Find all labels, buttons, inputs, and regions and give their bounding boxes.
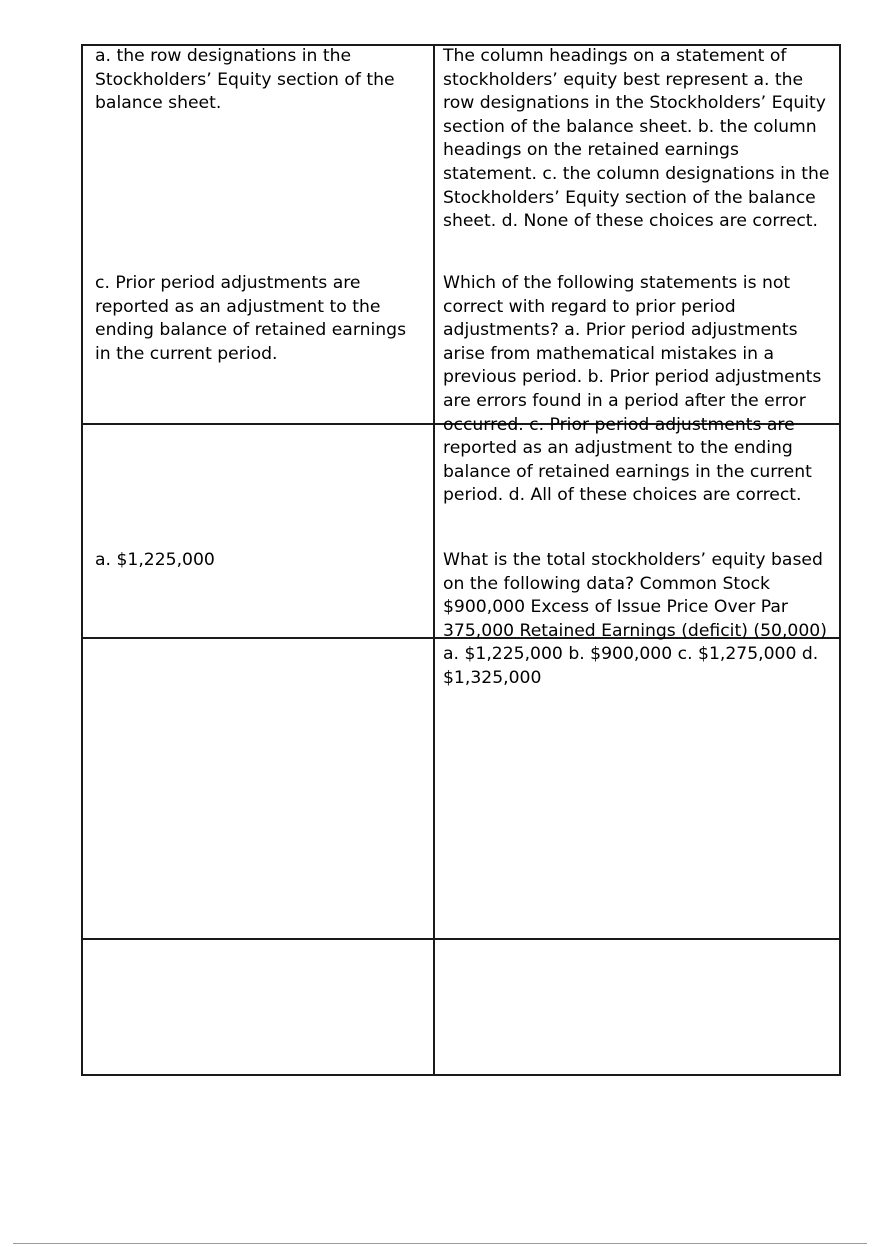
table-bottom-border <box>81 1074 841 1076</box>
table-column-divider <box>433 44 435 1076</box>
table-right-border <box>839 44 841 1076</box>
answer-cell-text: a. $1,225,000 <box>95 550 215 570</box>
question-cell-text: What is the total stockholders’ equity based on the following data? Common Stock $900,000 Excess of Issue Price Over Par 375,000 Retained Earnings (deficit) (50,000) a. $1,225,000 b. $900,000 c. $1,275,000 d. $1,325,000 <box>443 550 827 688</box>
page-footer-rule <box>13 1243 867 1244</box>
question-cell-text: The column headings on a statement of stockholders’ equity best represent a. the row designations in the Stockholders’ Equity section of the balance sheet. b. the column headings on the retained earnings statement. c. the column designations in the Stockholders’ Equity section of the balance sheet. d. None of these choices are correct. <box>443 46 830 232</box>
answer-cell-text: a. the row designations in the Stockholders’ Equity section of the balance sheet. <box>95 46 395 114</box>
table-left-border <box>81 44 83 1076</box>
table-row-divider <box>81 938 841 940</box>
question-cell-text: Which of the following statements is not correct with regard to prior period adjustments? a. Prior period adjustments arise from mathematical mistakes in a previous period. b. Prior period adjustments are errors found in a period after the error occurred. c. Prior period adjustments are reported as an adjustment to the ending balance of retained earnings in the current period. d. All of these choices are correct. <box>443 273 822 506</box>
answer-cell-text: c. Prior period adjustments are reported as an adjustment to the ending balance of retained earnings in the current period. <box>95 273 407 364</box>
